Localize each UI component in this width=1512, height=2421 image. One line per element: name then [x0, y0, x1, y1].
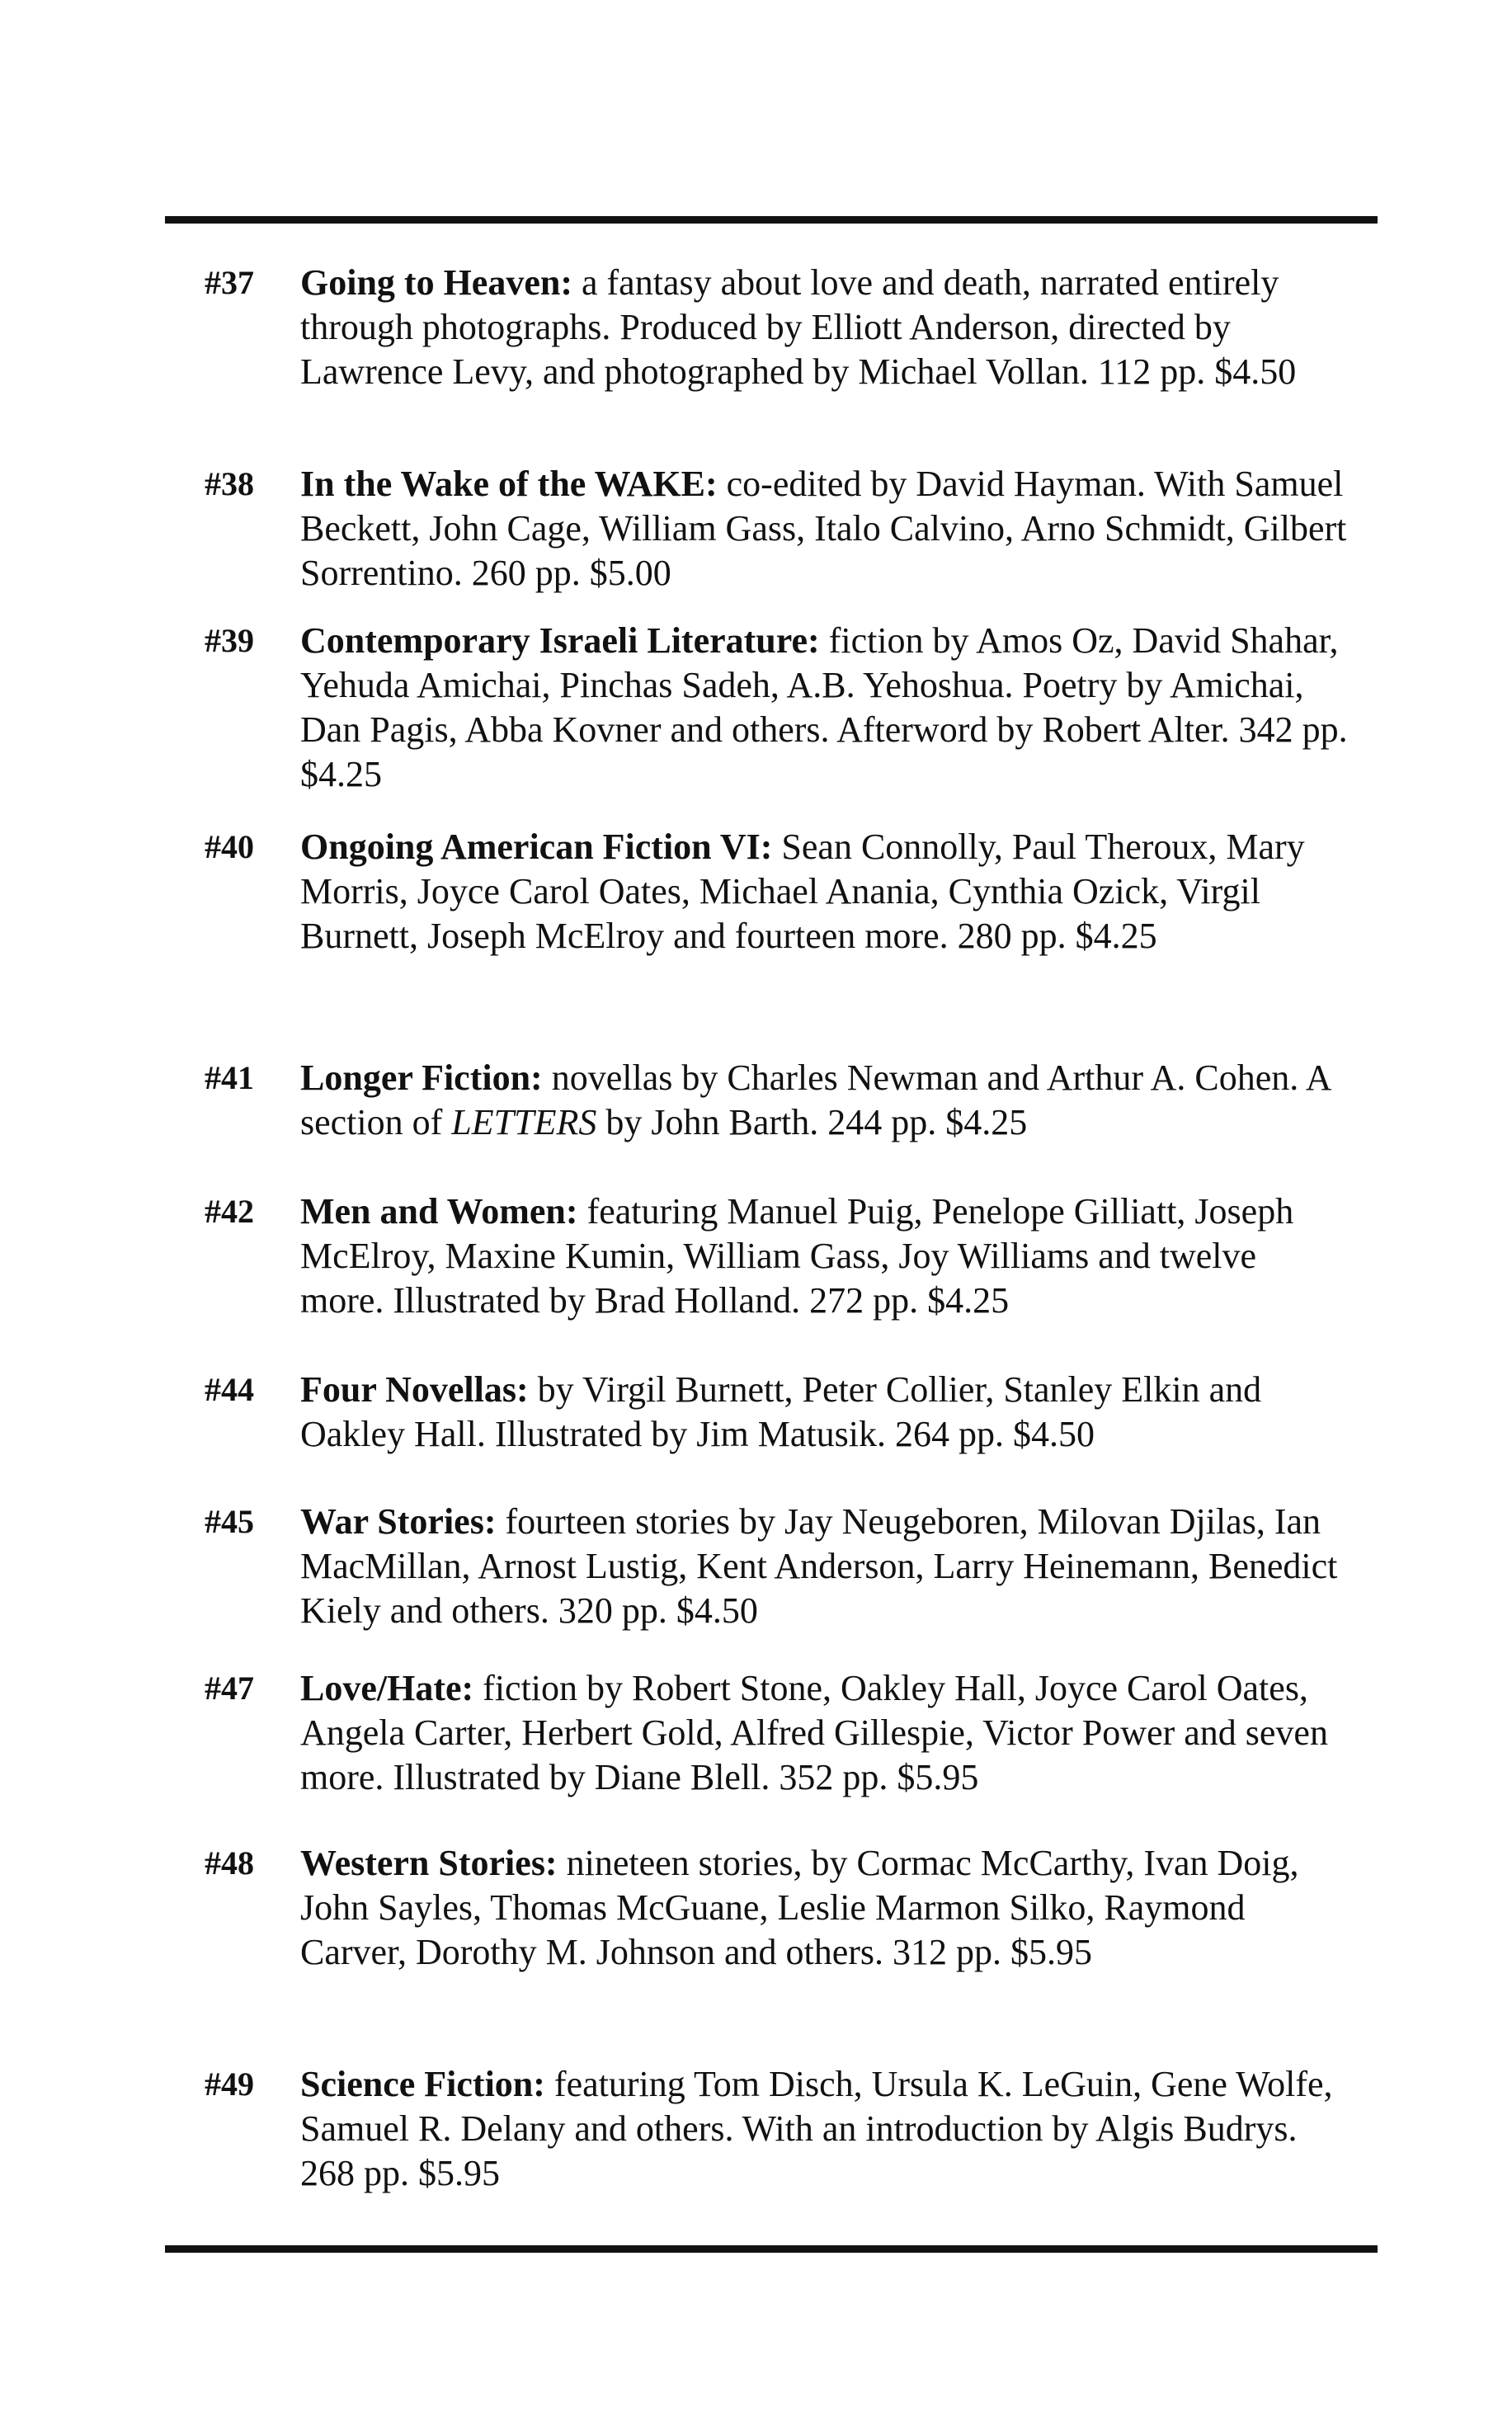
entry-description: [300, 1056, 1348, 1145]
entry-title: Going to Heaven:: [300, 262, 572, 303]
entry-text: featuring Manuel Puig, Penelope Gilliatt, Joseph McElroy, Maxine Kumin, William Gass, Joy Williams and twelve more. Illustrated by Brad Holland. 272 pp. $4.25: [300, 1191, 1294, 1321]
entry-italic-title: LETTERS: [451, 1102, 597, 1142]
entry-number: #48: [205, 1844, 254, 1882]
entry-text: a fantasy about love and death, narrated entirely through photographs. Produced by Elliott Anderson, directed by Lawrence Levy, and photographed by Michael Vollan. 112 pp. $4.50: [300, 262, 1297, 392]
entry-title: Four Novellas:: [300, 1369, 529, 1410]
entry-number: #47: [205, 1670, 254, 1707]
entry-description: [300, 1666, 1348, 1800]
entry-text: co-edited by David Hayman. With Samuel Beckett, John Cage, William Gass, Italo Calvino, Arno Schmidt, Gilbert Sorrentino. 260 pp. $5.00: [300, 464, 1347, 593]
entry-description: [300, 1368, 1348, 1457]
entry-description: [300, 1841, 1348, 1975]
entry-description: [300, 1500, 1348, 1633]
entry-title: Longer Fiction:: [300, 1057, 543, 1098]
entry-number: #42: [205, 1193, 254, 1230]
entry-description: [300, 825, 1348, 959]
entry-number: #41: [205, 1059, 254, 1096]
entry-title: War Stories:: [300, 1501, 497, 1542]
entry-text: by Virgil Burnett, Peter Collier, Stanley Elkin and Oakley Hall. Illustrated by Jim Matusik. 264 pp. $4.50: [300, 1369, 1262, 1454]
entry-text: fiction by Amos Oz, David Shahar, Yehuda Amichai, Pinchas Sadeh, A.B. Yehoshua. Poetry by Amichai, Dan Pagis, Abba Kovner and others. Afterword by Robert Alter. 342 pp. $4.25: [300, 620, 1348, 794]
entry-title: Contemporary Israeli Literature:: [300, 620, 820, 661]
entry-number: #44: [205, 1371, 254, 1408]
entry-description: [300, 261, 1348, 394]
entry-number: #37: [205, 264, 254, 301]
entry-text: featuring Tom Disch, Ursula K. LeGuin, Gene Wolfe, Samuel R. Delany and others. With an introduction by Algis Budrys. 268 pp. $5.95: [300, 2064, 1333, 2193]
entry-number: #38: [205, 465, 254, 502]
bottom-rule: [165, 2245, 1378, 2253]
entry-title: Science Fiction:: [300, 2064, 545, 2104]
entry-description: [300, 2062, 1348, 2196]
entry-number: #45: [205, 1503, 254, 1540]
entry-text: Sean Connolly, Paul Theroux, Mary Morris, Joyce Carol Oates, Michael Anania, Cynthia Ozick, Virgil Burnett, Joseph McElroy and fourteen more. 280 pp. $4.25: [300, 827, 1305, 956]
entry-text: nineteen stories, by Cormac McCarthy, Ivan Doig, John Sayles, Thomas McGuane, Leslie Marmon Silko, Raymond Carver, Dorothy M. Johnson and others. 312 pp. $5.95: [300, 1843, 1299, 1972]
entry-description: [300, 462, 1348, 596]
entry-description: [300, 1189, 1348, 1323]
entry-title: Love/Hate:: [300, 1668, 474, 1708]
top-rule: [165, 216, 1378, 224]
entry-title: Western Stories:: [300, 1843, 558, 1883]
entry-title: In the Wake of the WAKE:: [300, 464, 718, 504]
entry-title: Men and Women:: [300, 1191, 578, 1232]
entry-number: #39: [205, 622, 254, 659]
entry-text: by John Barth. 244 pp. $4.25: [596, 1102, 1028, 1142]
entry-description: [300, 619, 1348, 797]
entry-text: fiction by Robert Stone, Oakley Hall, Joyce Carol Oates, Angela Carter, Herbert Gold, Alfred Gillespie, Victor Power and seven more. Illustrated by Diane Blell. 352 pp. $5.95: [300, 1668, 1328, 1797]
entry-number: #40: [205, 828, 254, 865]
entry-title: Ongoing American Fiction VI:: [300, 827, 773, 867]
entry-text: novellas by Charles Newman and Arthur A. Cohen. A section of: [300, 1057, 1331, 1142]
entry-number: #49: [205, 2065, 254, 2103]
entry-text: fourteen stories by Jay Neugeboren, Milovan Djilas, Ian MacMillan, Arnost Lustig, Kent Anderson, Larry Heinemann, Benedict Kiely and others. 320 pp. $4.50: [300, 1501, 1338, 1631]
